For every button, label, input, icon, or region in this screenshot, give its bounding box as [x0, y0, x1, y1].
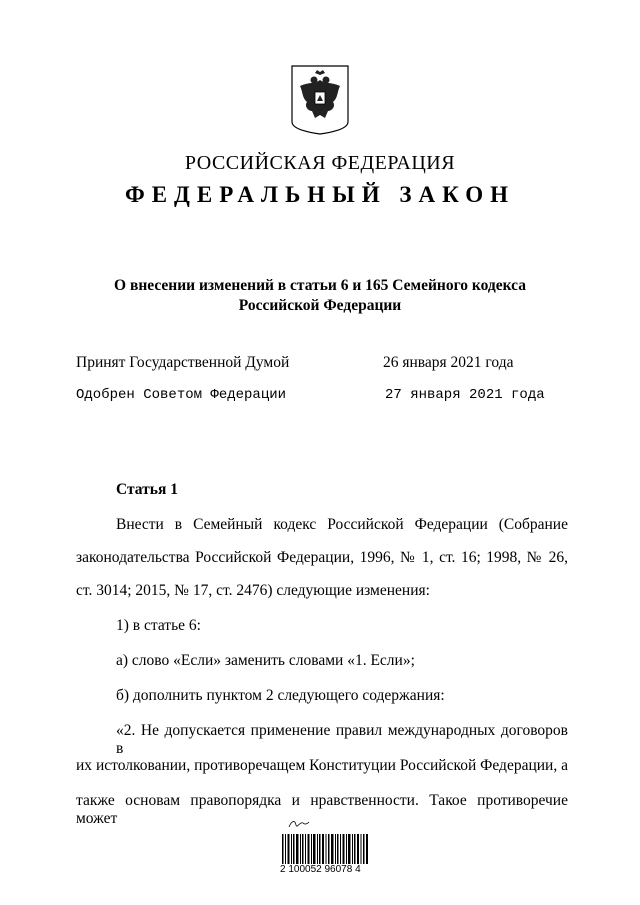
approved-date: 27 января 2021 года — [385, 387, 545, 403]
article-line: также основам правопорядка и нравственности. Такое противоречие может — [76, 792, 568, 827]
law-title — [60, 276, 580, 316]
barcode-icon — [282, 834, 368, 864]
russian-coat-of-arms-icon — [288, 64, 352, 136]
approved-label: Одобрен Советом Федерации — [76, 387, 287, 403]
adopted-label: Принят Государственной Думой — [76, 354, 290, 371]
article-line: законодательства Российской Федерации, 1996, № 1, ст. 16; 1998, № 26, — [76, 549, 568, 566]
article-line: их истолковании, противоречащем Конституции Российской Федерации, а — [76, 757, 568, 774]
article-line: 1) в статье 6: — [116, 617, 201, 634]
law-title-line: О внесении изменений в статьи 6 и 165 Семейного кодекса — [114, 277, 526, 294]
handwritten-mark — [288, 818, 310, 832]
article-line: б) дополнить пунктом 2 следующего содержания: — [116, 687, 445, 704]
document-type: ФЕДЕРАЛЬНЫЙ ЗАКОН — [124, 182, 516, 207]
adopted-date: 26 января 2021 года — [383, 354, 514, 371]
article-line: «2. Не допускается применение правил международных договоров в — [116, 722, 568, 757]
article-heading: Статья 1 — [116, 481, 178, 498]
article-line: Внести в Семейный кодекс Российской Федерации (Собрание — [116, 516, 568, 533]
article-line: ст. 3014; 2015, № 17, ст. 2476) следующие изменения: — [76, 582, 430, 599]
barcode-number: 2 100052 96078 4 — [280, 864, 361, 875]
coat-of-arms-emblem — [288, 64, 352, 136]
country-name: РОССИЙСКАЯ ФЕДЕРАЦИЯ — [184, 152, 456, 174]
law-title-line: Российской Федерации — [238, 297, 402, 314]
article-line: а) слово «Если» заменить словами «1. Если»; — [116, 652, 415, 669]
